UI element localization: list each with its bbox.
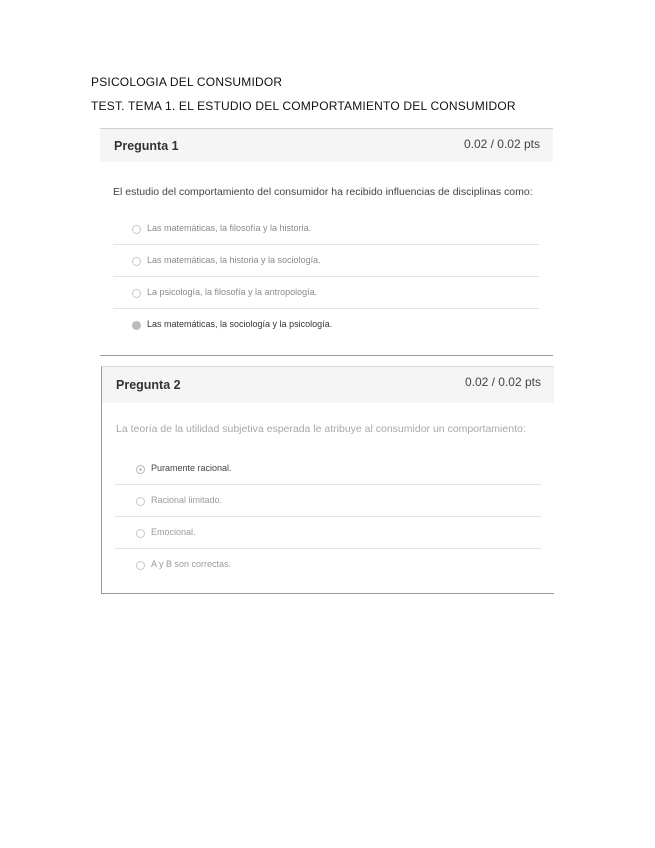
radio-button[interactable] <box>132 225 141 234</box>
answer-option-selected[interactable] <box>115 453 541 485</box>
answer-text: Emocional. <box>151 527 196 537</box>
answer-text: Las matemáticas, la filosofía y la historia. <box>147 223 312 233</box>
question-text: La teoría de la utilidad subjetiva esperada le atribuye al consumidor un comportamiento: <box>116 423 526 435</box>
document-title: PSICOLOGIA DEL CONSUMIDOR <box>91 75 283 89</box>
radio-button[interactable] <box>136 529 145 538</box>
question-label: Pregunta 2 <box>116 378 181 392</box>
radio-button[interactable] <box>136 561 145 570</box>
answer-option[interactable] <box>113 245 539 277</box>
answer-option[interactable] <box>115 549 541 581</box>
answer-list <box>115 453 541 581</box>
answer-option-selected[interactable] <box>113 309 539 341</box>
radio-button-checked[interactable] <box>136 465 145 474</box>
answer-text: Puramente racional. <box>151 463 232 473</box>
answer-option[interactable] <box>113 277 539 309</box>
question-card-2 <box>101 366 554 594</box>
answer-option[interactable] <box>113 213 539 245</box>
answer-option[interactable] <box>115 517 541 549</box>
question-text: El estudio del comportamiento del consumidor ha recibido influencias de disciplinas como: <box>113 186 533 198</box>
question-points: 0.02 / 0.02 pts <box>464 375 541 389</box>
answer-text: Racional limitado. <box>151 495 223 505</box>
radio-button-checked[interactable] <box>132 321 141 330</box>
question-header <box>100 129 553 162</box>
answer-text: Las matemáticas, la sociología y la psicología. <box>147 319 333 329</box>
question-header <box>102 367 554 403</box>
radio-button[interactable] <box>132 257 141 266</box>
radio-button[interactable] <box>132 289 141 298</box>
answer-text: A y B son correctas. <box>151 559 232 569</box>
document-subtitle: TEST. TEMA 1. EL ESTUDIO DEL COMPORTAMIENTO DEL CONSUMIDOR <box>91 99 516 113</box>
answer-list <box>113 213 539 341</box>
question-points: 0.02 / 0.02 pts <box>463 137 540 151</box>
question-card-1 <box>100 128 553 356</box>
question-label: Pregunta 1 <box>114 139 179 153</box>
radio-button[interactable] <box>136 497 145 506</box>
answer-text: Las matemáticas, la historia y la sociología. <box>147 255 321 265</box>
answer-option[interactable] <box>115 485 541 517</box>
answer-text: La psicología, la filosofía y la antropología. <box>147 287 318 297</box>
